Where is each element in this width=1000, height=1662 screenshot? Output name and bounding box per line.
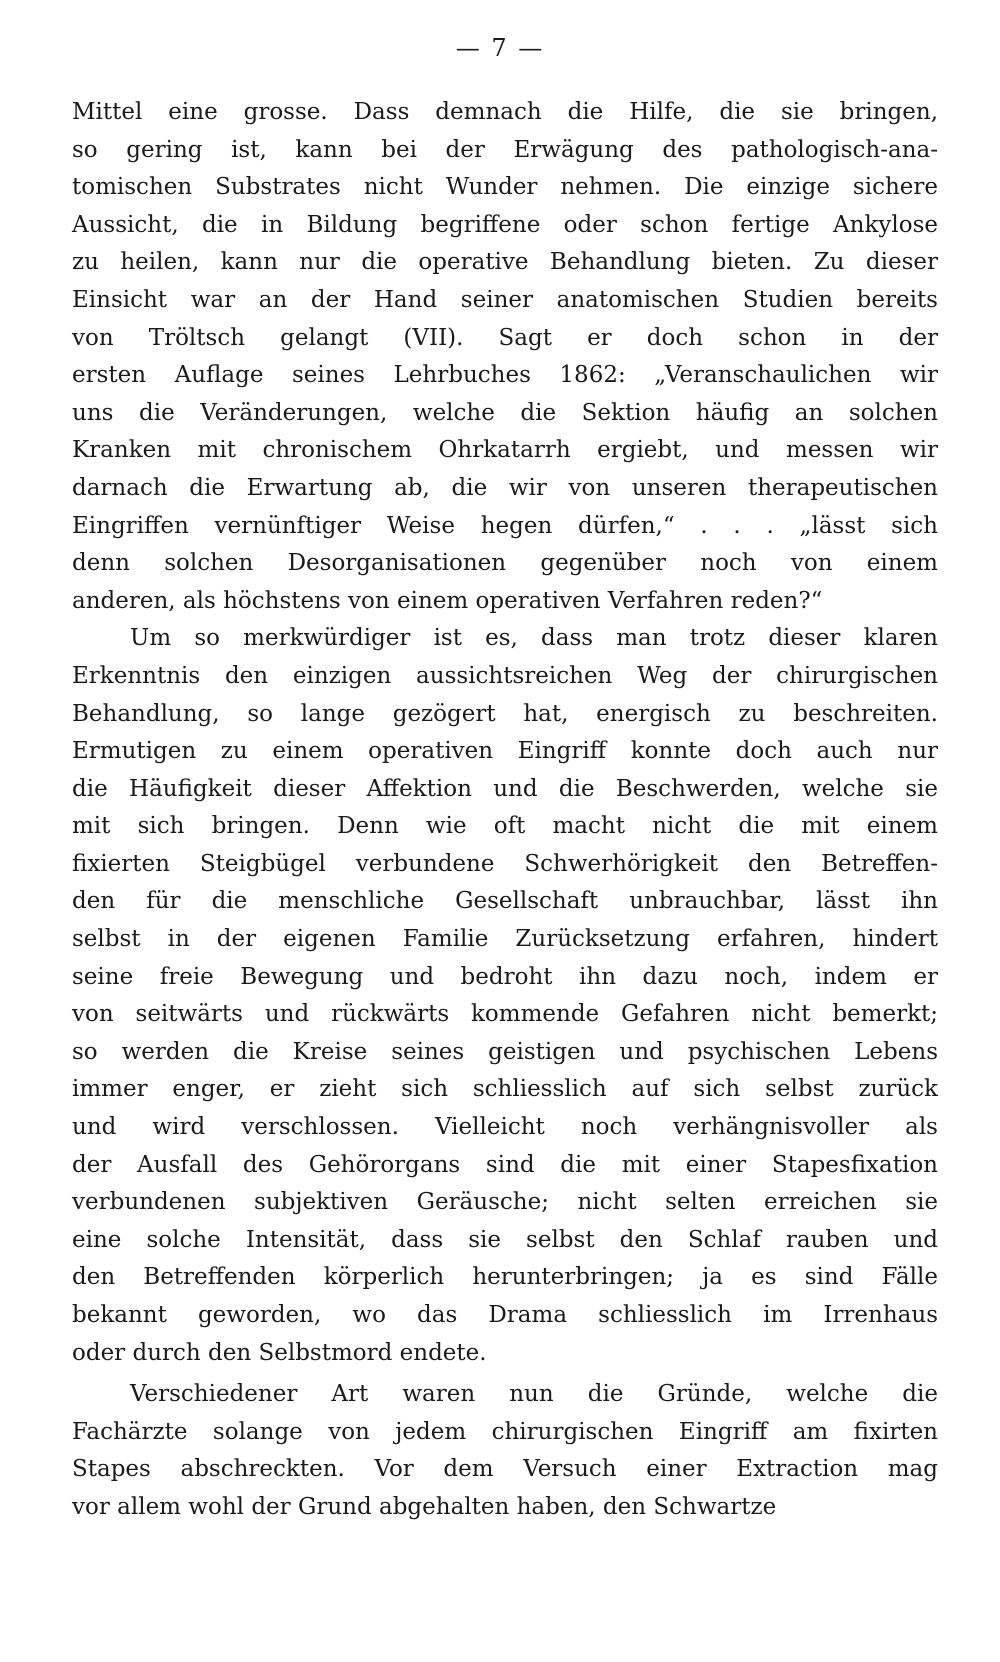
- text-line: uns die Veränderungen, welche die Sektion häufig an solchen: [72, 399, 938, 426]
- text-line: Erkenntnis den einzigen aussichtsreichen Weg der chirurgischen: [72, 662, 938, 689]
- text-line: Behandlung, so lange gezögert hat, energisch zu beschreiten.: [72, 700, 938, 727]
- text-line: so gering ist, kann bei der Erwägung des pathologisch-ana-: [72, 136, 938, 163]
- text-line: oder durch den Selbstmord endete.: [72, 1339, 487, 1366]
- text-line: so werden die Kreise seines geistigen und psychischen Lebens: [72, 1038, 938, 1065]
- text-line: Einsicht war an der Hand seiner anatomischen Studien bereits: [72, 286, 938, 313]
- text-line: fixierten Steigbügel verbundene Schwerhörigkeit den Betreffen-: [72, 850, 938, 877]
- text-line: anderen, als höchstens von einem operativen Verfahren reden?“: [72, 587, 823, 614]
- text-line: seine freie Bewegung und bedroht ihn dazu noch, indem er: [72, 963, 938, 990]
- text-line: und wird verschlossen. Vielleicht noch verhängnisvoller als: [72, 1114, 938, 1141]
- text-line: Stapes abschreckten. Vor dem Versuch einer Extraction mag: [72, 1456, 938, 1483]
- text-line: verbundenen subjektiven Geräusche; nicht selten erreichen sie: [72, 1189, 938, 1216]
- text-line: den für die menschliche Gesellschaft unbrauchbar, lässt ihn: [72, 888, 938, 915]
- text-line: tomischen Substrates nicht Wunder nehmen. Die einzige sichere: [72, 174, 938, 201]
- page-number: — 7 —: [455, 34, 545, 62]
- text-line: denn solchen Desorganisationen gegenüber noch von einem: [72, 550, 938, 577]
- text-line: ersten Auflage seines Lehrbuches 1862: „Veranschaulichen wir: [72, 362, 938, 389]
- text-line: Um so merkwürdiger ist es, dass man trotz dieser klaren: [130, 625, 938, 652]
- text-line: immer enger, er zieht sich schliesslich auf sich selbst zurück: [72, 1076, 938, 1103]
- text-line: Ermutigen zu einem operativen Eingriff konnte doch auch nur: [72, 738, 938, 765]
- text-line: Aussicht, die in Bildung begriffene oder schon fertige Ankylose: [72, 211, 938, 238]
- text-line: von Tröltsch gelangt (VII). Sagt er doch schon in der: [72, 324, 938, 351]
- text-line: mit sich bringen. Denn wie oft macht nicht die mit einem: [72, 813, 938, 840]
- text-line: von seitwärts und rückwärts kommende Gefahren nicht bemerkt;: [72, 1001, 938, 1028]
- text-line: darnach die Erwartung ab, die wir von unseren therapeutischen: [72, 474, 938, 501]
- text-line: Mittel eine grosse. Dass demnach die Hilfe, die sie bringen,: [72, 99, 938, 125]
- text-line: eine solche Intensität, dass sie selbst den Schlaf rauben und: [72, 1226, 938, 1253]
- text-line: bekannt geworden, wo das Drama schliesslich im Irrenhaus: [72, 1302, 938, 1328]
- body-text: [72, 94, 938, 1527]
- paragraph: [72, 1376, 938, 1526]
- text-line: Kranken mit chronischem Ohrkatarrh ergiebt, und messen wir: [72, 437, 938, 464]
- text-line: zu heilen, kann nur die operative Behandlung bieten. Zu dieser: [72, 249, 938, 276]
- text-line: Verschiedener Art waren nun die Gründe, welche die: [130, 1381, 938, 1408]
- text-line: Eingriffen vernünftiger Weise hegen dürfen,“ . . . „lässt sich: [72, 512, 938, 539]
- paragraph: [72, 620, 938, 1372]
- text-line: selbst in der eigenen Familie Zurücksetzung erfahren, hindert: [72, 926, 938, 953]
- text-line: Fachärzte solange von jedem chirurgischen Eingriff am fixirten: [72, 1418, 938, 1445]
- text-line: der Ausfall des Gehörorgans sind die mit einer Stapesfixation: [72, 1151, 938, 1178]
- text-line: die Häufigkeit dieser Affektion und die Beschwerden, welche sie: [72, 775, 938, 802]
- paragraph: [72, 94, 938, 620]
- text-line: den Betreffenden körperlich herunterbringen; ja es sind Fälle: [72, 1264, 938, 1291]
- text-line: vor allem wohl der Grund abgehalten haben, den Schwartze: [72, 1493, 777, 1520]
